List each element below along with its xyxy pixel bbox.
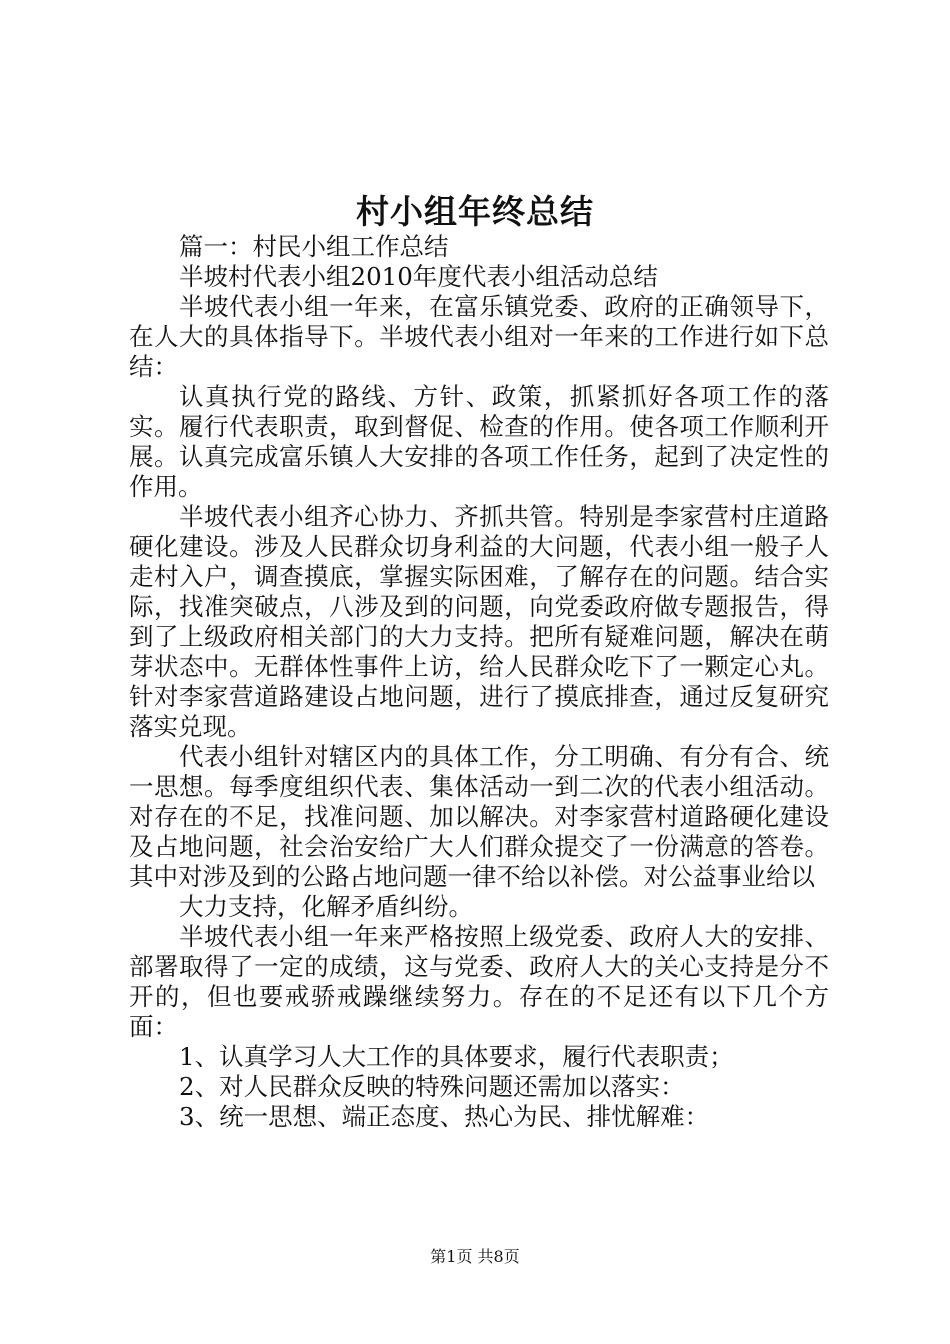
page-number-footer: 第1页 共8页 [430, 1247, 520, 1266]
paragraph: 代表小组针对辖区内的具体工作，分工明确、有分有合、统一思想。每季度组织代表、集体活动一到二次的代表小组活动。对存在的不足，找准问题、加以解决。对李家营村道路硬化建设及占地问题，社会治安给广大人们群众提交了一份满意的答卷。其中对涉及到的公路占地问题一律不给以补偿。对公益事业给以 [129, 742, 829, 891]
list-item: 3、统一思想、端正态度、热心为民、排忧解难： [179, 1102, 710, 1131]
document-title: 村小组年终总结 [356, 192, 594, 231]
paragraph: 半坡村代表小组2010年度代表小组活动总结 [179, 262, 658, 291]
list-item: 1、认真学习人大工作的具体要求，履行代表职责； [179, 1042, 734, 1071]
document-body [129, 232, 829, 1132]
paragraph: 认真执行党的路线、方针、政策，抓紧抓好各项工作的落实。履行代表职责，取到督促、检查的作用。使各项工作顺利开展。认真完成富乐镇人大安排的各项工作任务，起到了决定性的作用。 [129, 382, 829, 501]
list-item: 2、对人民群众反映的特殊问题还需加以落实： [179, 1072, 685, 1101]
paragraph: 半坡代表小组齐心协力、齐抓共管。特别是李家营村庄道路硬化建设。涉及人民群众切身利益的大问题，代表小组一般子人走村入户，调查摸底，掌握实际困难，了解存在的问题。结合实际，找准突破点，八涉及到的问题，向党委政府做专题报告，得到了上级政府相关部门的大力支持。把所有疑难问题，解决在萌芽状态中。无群体性事件上访，给人民群众吃下了一颗定心丸。针对李家营道路建设占地问题，进行了摸底排查，通过反复研究落实兑现。 [129, 502, 829, 741]
paragraph: 大力支持，化解矛盾纠纷。 [179, 892, 473, 921]
paragraph: 篇一：村民小组工作总结 [179, 232, 449, 261]
paragraph: 半坡代表小组一年来严格按照上级党委、政府人大的安排、部署取得了一定的成绩，这与党委、政府人大的关心支持是分不开的，但也要戒骄戒躁继续努力。存在的不足还有以下几个方面： [129, 922, 829, 1041]
paragraph: 半坡代表小组一年来，在富乐镇党委、政府的正确领导下，在人大的具体指导下。半坡代表小组对一年来的工作进行如下总结： [129, 292, 829, 381]
